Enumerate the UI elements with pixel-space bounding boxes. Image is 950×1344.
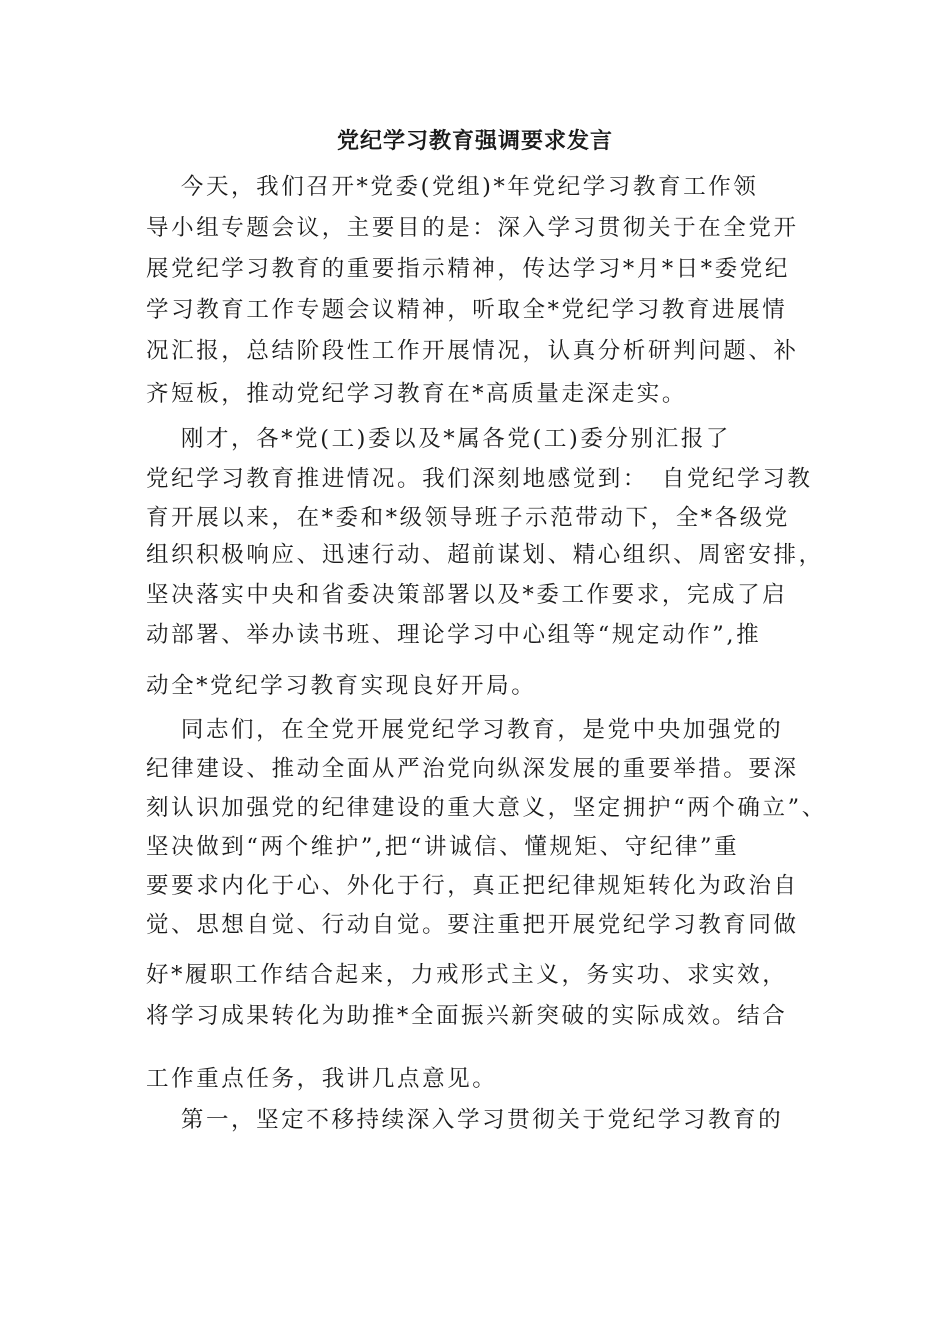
body-line: 要要求内化于心、外化于行，真正把纪律规矩转化为政治自 — [146, 873, 799, 899]
body-line: 坚决落实中央和省委决策部署以及*委工作要求，完成了启 — [146, 582, 788, 608]
body-line: 党纪学习教育推进情况。我们深刻地感觉到： 自党纪学习教 — [146, 466, 813, 492]
body-line: 同志们，在全党开展党纪学习教育，是党中央加强党的 — [146, 717, 784, 743]
body-line: 刚才，各*党(工)委以及*属各党(工)委分别汇报了 — [146, 426, 731, 452]
body-line: 工作重点任务，我讲几点意见。 — [146, 1066, 498, 1092]
body-line: 组织积极响应、迅速行动、超前谋划、精心组织、周密安排， — [146, 542, 824, 568]
body-line: 导小组专题会议，主要目的是：深入学习贯彻关于在全党开 — [146, 215, 799, 241]
body-line: 纪律建设、推动全面从严治党向纵深发展的重要举措。要深 — [146, 756, 799, 782]
body-line: 觉、思想自觉、行动自觉。要注重把开展党纪学习教育同做 — [146, 912, 799, 938]
body-line: 动部署、举办读书班、理论学习中心组等“规定动作”,推 — [146, 622, 762, 648]
body-line: 齐短板，推动党纪学习教育在*高质量走深走实。 — [146, 381, 687, 407]
document-title: 党纪学习教育强调要求发言 — [336, 128, 613, 154]
body-line: 好*履职工作结合起来，力戒形式主义，务实功、求实效， — [146, 962, 788, 988]
body-line: 将学习成果转化为助推*全面振兴新突破的实际成效。结合 — [146, 1003, 788, 1029]
body-line: 今天，我们召开*党委(党组)*年党纪学习教育工作领 — [146, 174, 759, 200]
body-line: 第一，坚定不移持续深入学习贯彻关于党纪学习教育的 — [146, 1107, 784, 1133]
body-line: 育开展以来，在*委和*级领导班子示范带动下，全*各级党 — [146, 505, 790, 531]
body-line: 况汇报，总结阶段性工作开展情况，认真分析研判问题、补 — [146, 338, 799, 364]
body-line: 学习教育工作专题会议精神，听取全*党纪学习教育进展情 — [146, 297, 788, 323]
body-line: 展党纪学习教育的重要指示精神，传达学习*月*日*委党纪 — [146, 256, 790, 282]
body-line: 坚决做到“两个维护”,把“讲诚信、懂规矩、守纪律”重 — [146, 834, 740, 860]
body-line: 刻认识加强党的纪律建设的重大意义，坚定拥护“两个确立”、 — [146, 795, 827, 821]
body-line: 动全*党纪学习教育实现良好开局。 — [146, 673, 537, 699]
